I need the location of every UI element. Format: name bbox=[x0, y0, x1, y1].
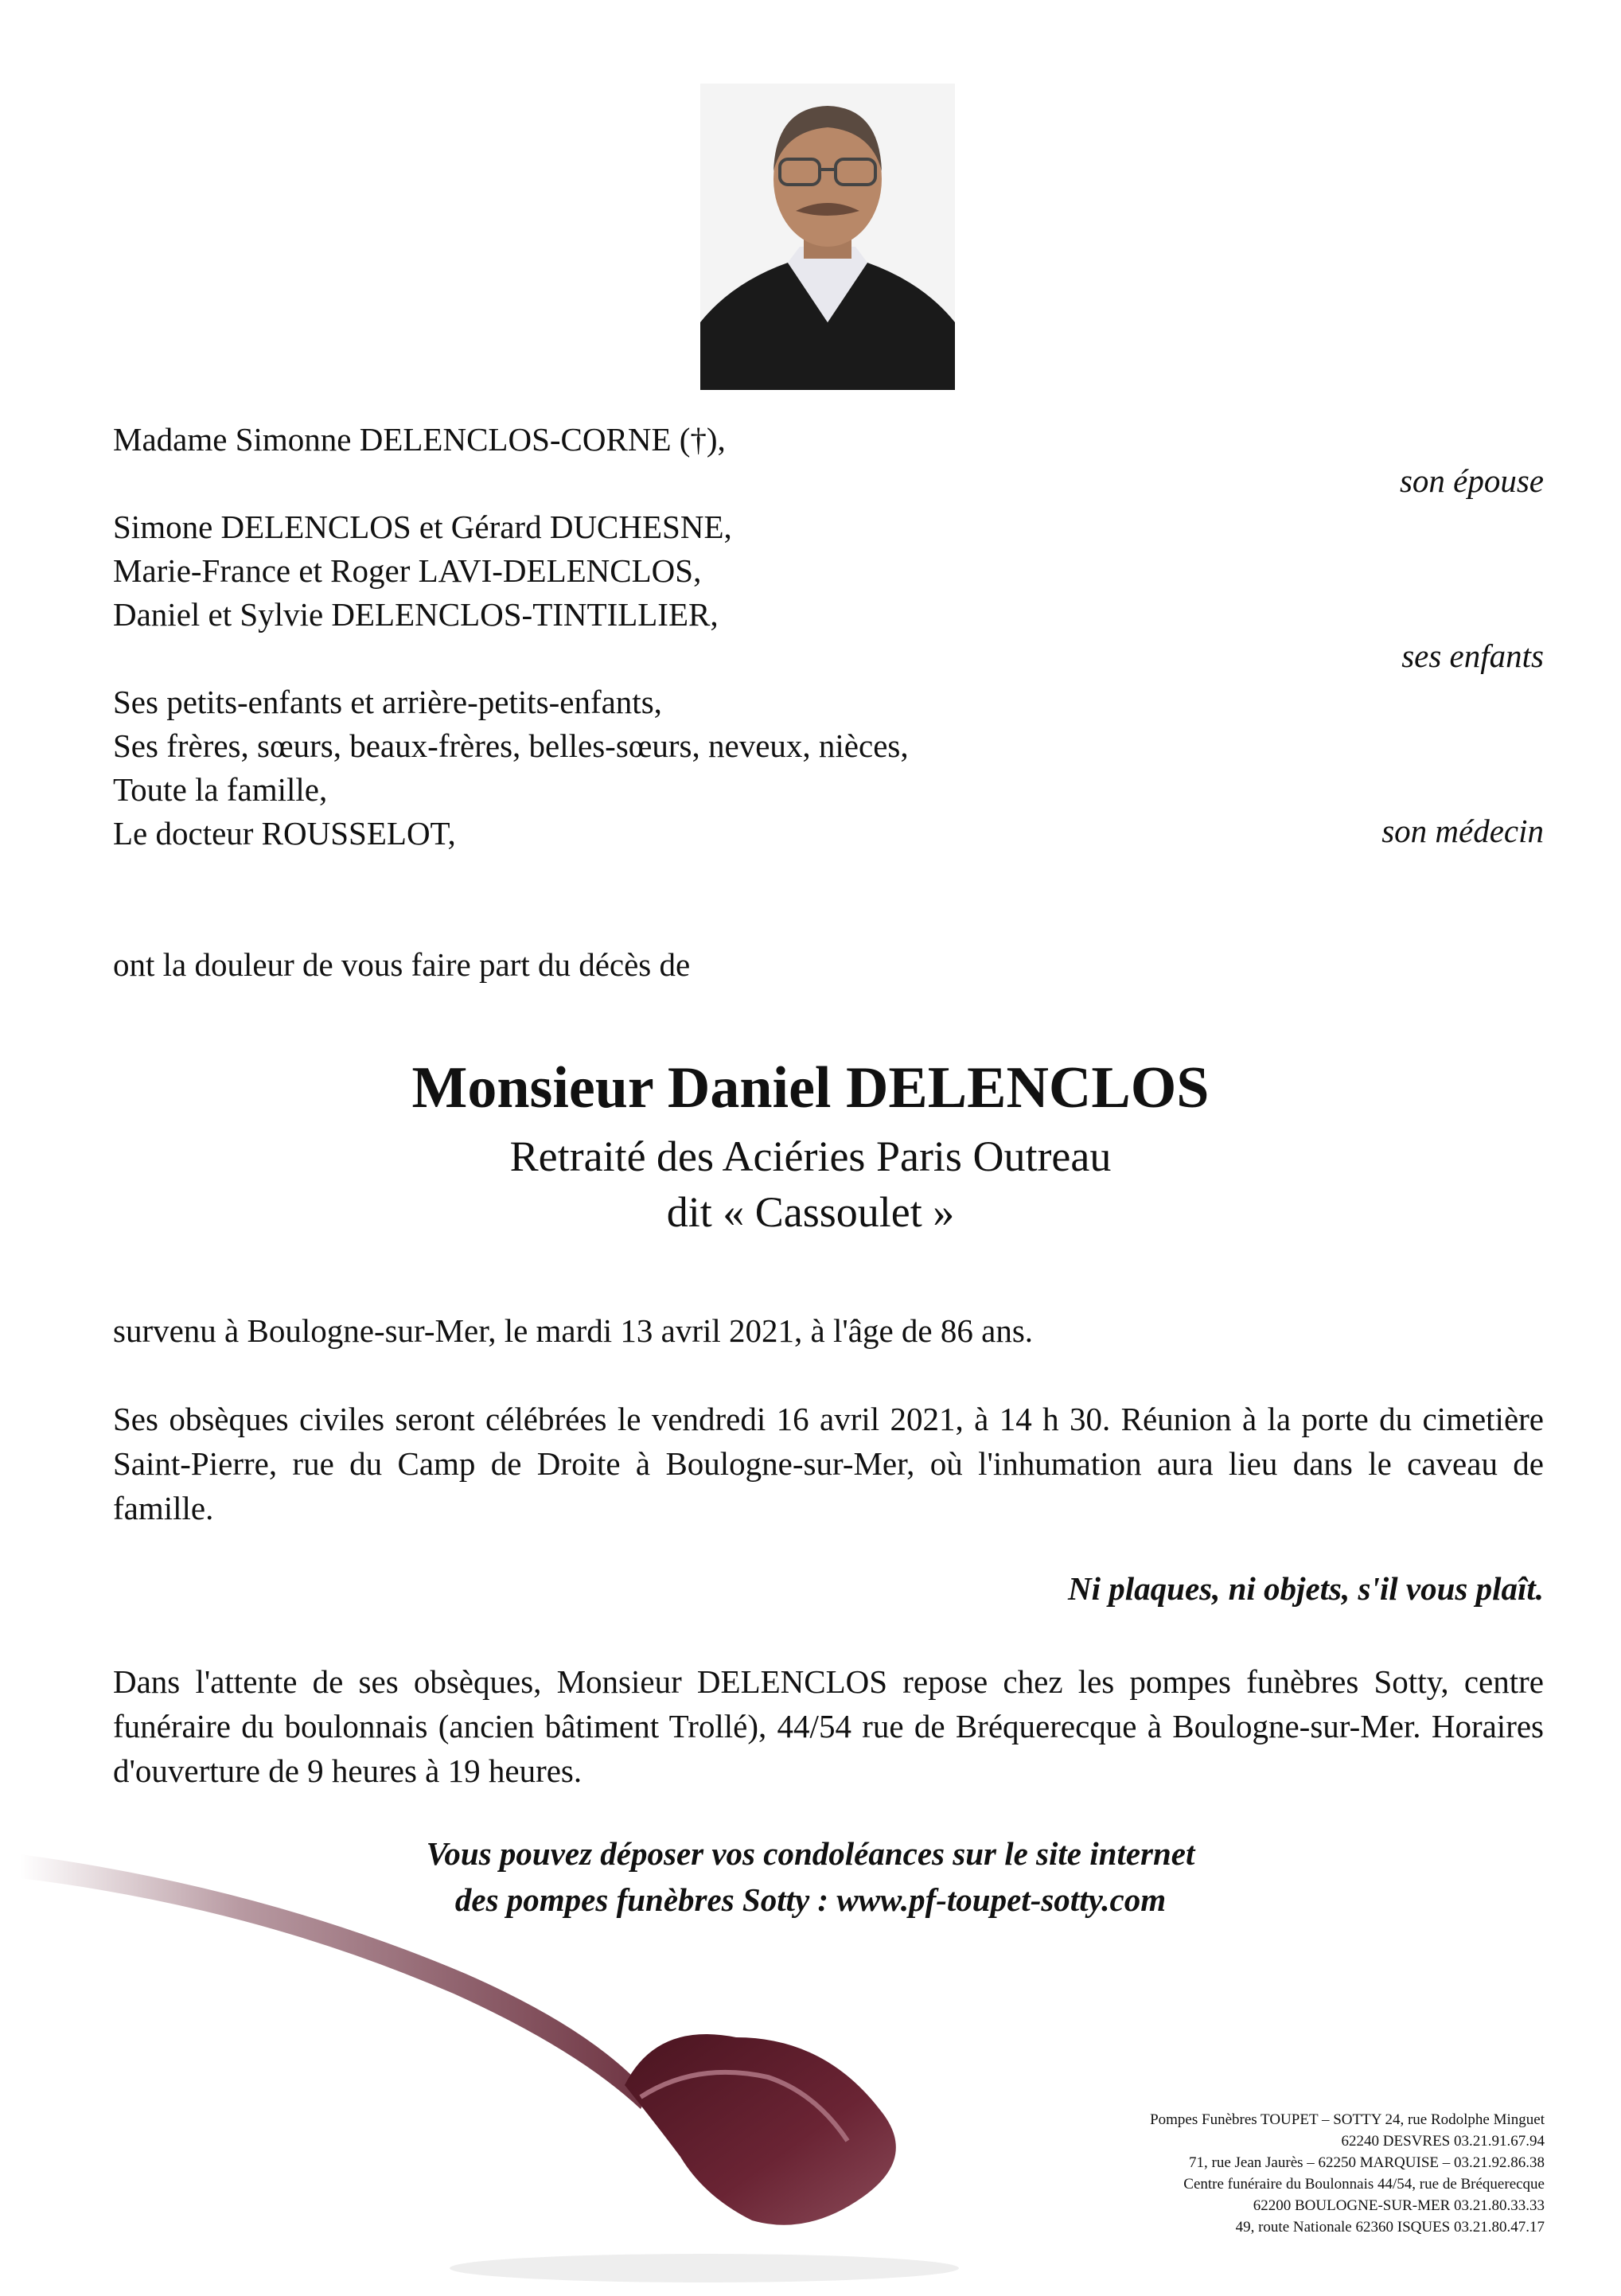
condolences-line-1: Vous pouvez déposer vos condoléances sur le site internet bbox=[426, 1835, 1195, 1872]
footer-line-5: 62200 BOULOGNE-SUR-MER 03.21.80.33.33 bbox=[1253, 2197, 1545, 2214]
funeral-paragraph: Ses obsèques civiles seront célébrées le vendredi 16 avril 2021, à 14 h 30. Réunion à la porte du cimetière Saint-Pierre, rue du Camp de Droite à Boulogne-sur-Mer, où l'inhumation aura lieu dans le caveau de famille. bbox=[113, 1401, 1544, 1526]
child-line-3: Daniel et Sylvie DELENCLOS-TINTILLIER, bbox=[113, 596, 719, 633]
condolences-line-2: des pompes funèbres Sotty : www.pf-toupet-sotty.com bbox=[454, 1881, 1167, 1918]
deceased-occupation: Retraité des Aciéries Paris Outreau bbox=[509, 1132, 1112, 1180]
family-line-1: Ses petits-enfants et arrière-petits-enfants, bbox=[113, 684, 662, 720]
deceased-name: Monsieur Daniel DELENCLOS bbox=[411, 1055, 1210, 1121]
doctor-role: son médecin bbox=[1381, 813, 1544, 849]
no-flowers-notice: Ni plaques, ni objets, s'il vous plaît. bbox=[1068, 1570, 1544, 1607]
spouse-role: son épouse bbox=[1399, 462, 1544, 499]
family-line-3: Toute la famille, bbox=[113, 771, 328, 808]
child-line-1: Simone DELENCLOS et Gérard DUCHESNE, bbox=[113, 509, 732, 545]
death-notice: survenu à Boulogne-sur-Mer, le mardi 13 avril 2021, à l'âge de 86 ans. bbox=[113, 1312, 1034, 1349]
repose-paragraph: Dans l'attente de ses obsèques, Monsieur DELENCLOS repose chez les pompes funèbres Sotty, centre funéraire du boulonnais (ancien bâtiment Trollé), 44/54 rue de Bréquerecque à Boulogne-sur-Mer. Horaires d'ouverture de 9 heures à 19 heures. bbox=[113, 1663, 1544, 1789]
family-line-4: Le docteur ROUSSELOT, bbox=[113, 815, 456, 852]
spouse-line: Madame Simonne DELENCLOS-CORNE (†), bbox=[113, 421, 726, 458]
portrait-photo bbox=[700, 84, 955, 390]
family-line-2: Ses frères, sœurs, beaux-frères, belles-sœurs, neveux, nièces, bbox=[113, 727, 909, 764]
deceased-nickname: dit « Cassoulet » bbox=[666, 1188, 955, 1236]
footer-line-6: 49, route Nationale 62360 ISQUES 03.21.80.47.17 bbox=[1235, 2219, 1545, 2236]
footer-line-2: 62240 DESVRES 03.21.91.67.94 bbox=[1341, 2133, 1545, 2150]
footer-line-3: 71, rue Jean Jaurès – 62250 MARQUISE – 03.21.92.86.38 bbox=[1189, 2154, 1545, 2171]
child-line-2: Marie-France et Roger LAVI-DELENCLOS, bbox=[113, 552, 702, 589]
funeral-home-contacts bbox=[1150, 2109, 1545, 2238]
intro-line: ont la douleur de vous faire part du décès de bbox=[113, 946, 691, 983]
children-role: ses enfants bbox=[1401, 637, 1544, 674]
footer-line-1: Pompes Funèbres TOUPET – SOTTY 24, rue Rodolphe Minguet bbox=[1150, 2111, 1545, 2128]
footer-line-4: Centre funéraire du Boulonnais 44/54, rue de Bréquerecque bbox=[1183, 2176, 1545, 2193]
